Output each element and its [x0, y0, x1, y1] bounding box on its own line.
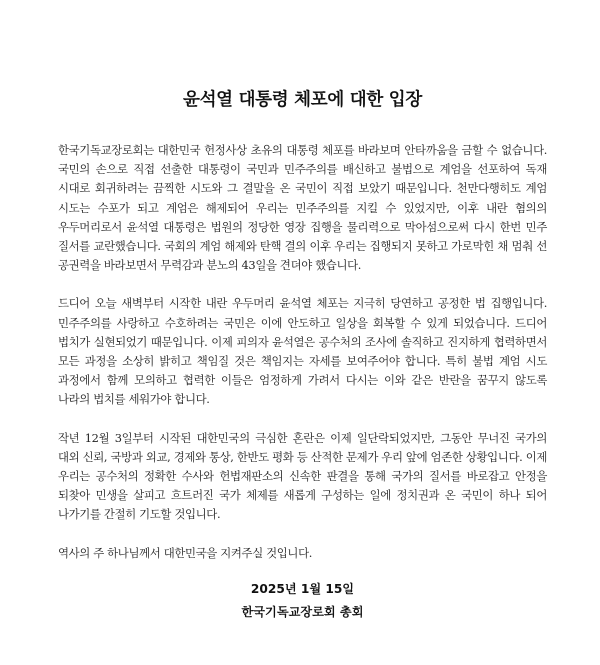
document-date: 2025년 1월 15일 — [250, 581, 355, 596]
paragraph-1: 한국기독교장로회는 대한민국 헌정사상 초유의 대통령 체포를 바라보며 안타까움을 금할 수 없습니다. 국민의 손으로 직접 선출한 대통령이 국민과 민주주의를 배신하고 불법으로 계엄을 선포하여 독재 시대로 회귀하려는 끔찍한 시도와 그 결말을 온 국민이 직접 보았기 때문입니다. 천만다행히도 계엄 시도는 수포가 되고 계엄은 해제되어 우리는 민주주의를 지킬 수 있었지만, 이후 내란 혐의의 우두머리로서 윤석열 대통령은 법원의 정당한 영장 집행을 물리력으로 막아섬으로써 다시 한번 민주 질서를 교란했습니다. 국회의 계엄 해제와 탄핵 결의 이후 우리는 집행되지 못하고 가로막힌 채 멈춰 선 공권력을 바라보면서 무력감과 분노의 43일을 견뎌야 했습니다. — [58, 143, 547, 273]
document-signature: 한국기독교장로회 총회 — [241, 604, 364, 619]
paragraph-2: 드디어 오늘 새벽부터 시작한 내란 우두머리 윤석열 체포는 지극히 당연하고 공정한 법 집행입니다. 민주주의를 사랑하고 수호하려는 국민은 이에 안도하고 일상을 회복할 수 있게 되었습니다. 드디어 법치가 실현되었기 때문입니다. 이제 피의자 윤석열은 공수처의 조사에 솔직하고 진지하게 협력하면서 모든 과정을 소상히 밝히고 책임질 것은 책임지는 자세를 보여주어야 합니다. 특히 불법 계엄 시도 과정에서 함께 모의하고 협력한 이들은 엄정하게 가려서 다시는 이와 같은 반란을 꿈꾸지 않도록 나라의 법치를 세워가야 합니다. — [58, 296, 547, 407]
paragraph-4: 역사의 주 하나님께서 대한민국을 지켜주실 것입니다. — [58, 545, 312, 560]
paragraph-3: 작년 12월 3일부터 시작된 대한민국의 극심한 혼란은 이제 일단락되었지만, 그동안 무너진 국가의 대외 신뢰, 국방과 외교, 경제와 통상, 한반도 평화 등 산적한 문제가 우리 앞에 엄존한 상황입니다. 이제 우리는 공수처의 정확한 수사와 헌법재판소의 신속한 판결을 통해 국가의 질서를 바로잡고 안정을 되찾아 민생을 살피고 흐트러진 국가 체제를 새롭게 구성하는 일에 정치권과 온 국민이 하나 되어 나가기를 간절히 기도할 것입니다. — [58, 430, 547, 522]
document-title: 윤석열 대통령 체포에 대한 입장 — [182, 90, 423, 110]
